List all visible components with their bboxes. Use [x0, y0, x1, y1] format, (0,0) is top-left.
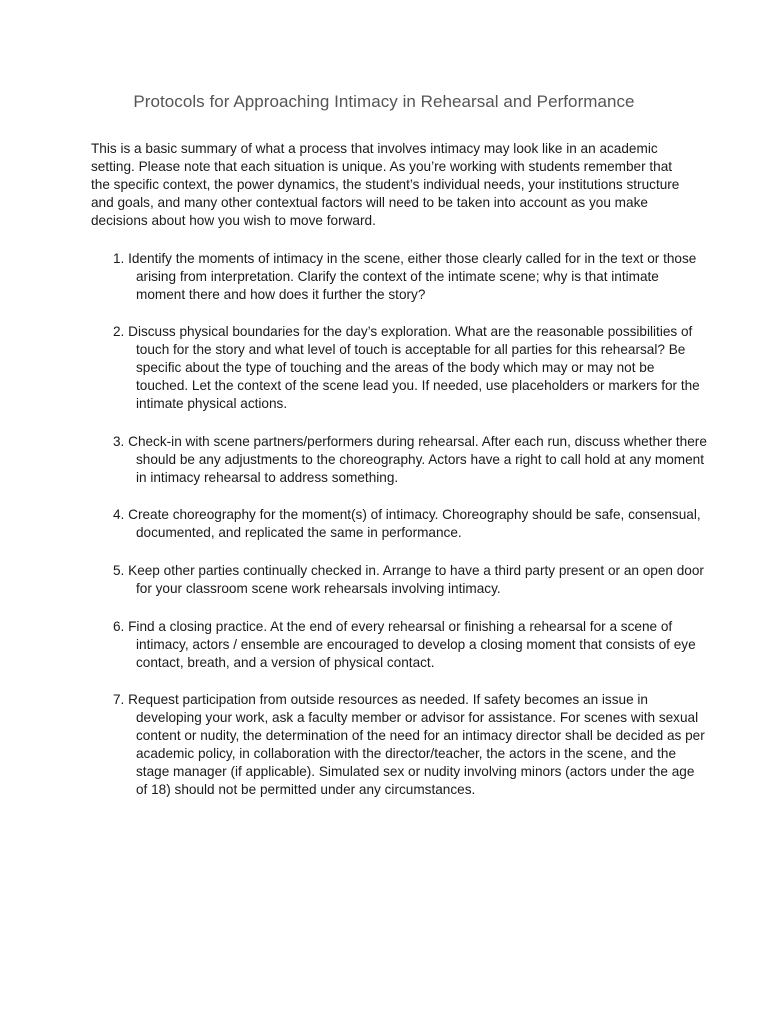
item-number: 4.: [113, 507, 125, 522]
item-text: Identify the moments of intimacy in the scene, either those clearly called for in the text or those arising from interpretation. Clarify the context of the intimate scene; why is that intimate moment there and how does it further the story?: [128, 251, 697, 302]
protocol-item: [113, 506, 708, 542]
item-number: 3.: [113, 434, 125, 449]
item-text: Find a closing practice. At the end of every rehearsal or finishing a rehearsal for a scene of intimacy, actors / ensemble are encouraged to develop a closing moment that consists of eye contact, breath, and a version of physical contact.: [128, 619, 696, 670]
item-number: 5.: [113, 563, 125, 578]
item-number: 2.: [113, 324, 125, 339]
item-text: Request participation from outside resources as needed. If safety becomes an issue in developing your work, ask a faculty member or advisor for assistance. For scenes with sexual content or nudity, the determination of the need for an intimacy director shall be decided as per academic policy, in collaboration with the director/teacher, the actors in the scene, and the stage manager (if applicable). Simulated sex or nudity involving minors (actors under the age of 18) should not be permitted under any circumstances.: [128, 692, 705, 797]
protocol-item: [113, 691, 708, 799]
protocol-item: [113, 323, 708, 413]
protocol-item: [113, 562, 708, 598]
protocol-item: [113, 433, 708, 487]
protocol-item: [113, 618, 708, 672]
protocol-item: [113, 250, 708, 304]
item-number: 7.: [113, 692, 125, 707]
item-text: Create choreography for the moment(s) of intimacy. Choreography should be safe, consensual, documented, and replicated the same in performance.: [128, 507, 701, 540]
item-number: 6.: [113, 619, 125, 634]
intro-paragraph: This is a basic summary of what a process that involves intimacy may look like in an academic setting. Please note that each situation is unique. As you’re working with students remember that the specific context, the power dynamics, the student’s individual needs, your institutions structure and goals, and many other contextual factors will need to be taken into account as you make decisions about how you wish to move forward.: [91, 141, 680, 228]
item-text: Discuss physical boundaries for the day’s exploration. What are the reasonable possibilities of touch for the story and what level of touch is acceptable for all parties for this rehearsal? Be specific about the type of touching and the areas of the body which may or may not be touched. Let the context of the scene lead you. If needed, use placeholders or markers for the intimate physical actions.: [128, 324, 700, 411]
document-title: Protocols for Approaching Intimacy in Rehearsal and Performance: [133, 92, 635, 111]
item-number: 1.: [113, 251, 125, 266]
item-text: Check-in with scene partners/performers during rehearsal. After each run, discuss whether there should be any adjustments to the choreography. Actors have a right to call hold at any moment in intimacy rehearsal to address something.: [128, 434, 707, 485]
item-text: Keep other parties continually checked in. Arrange to have a third party present or an open door for your classroom scene work rehearsals involving intimacy.: [128, 563, 704, 596]
